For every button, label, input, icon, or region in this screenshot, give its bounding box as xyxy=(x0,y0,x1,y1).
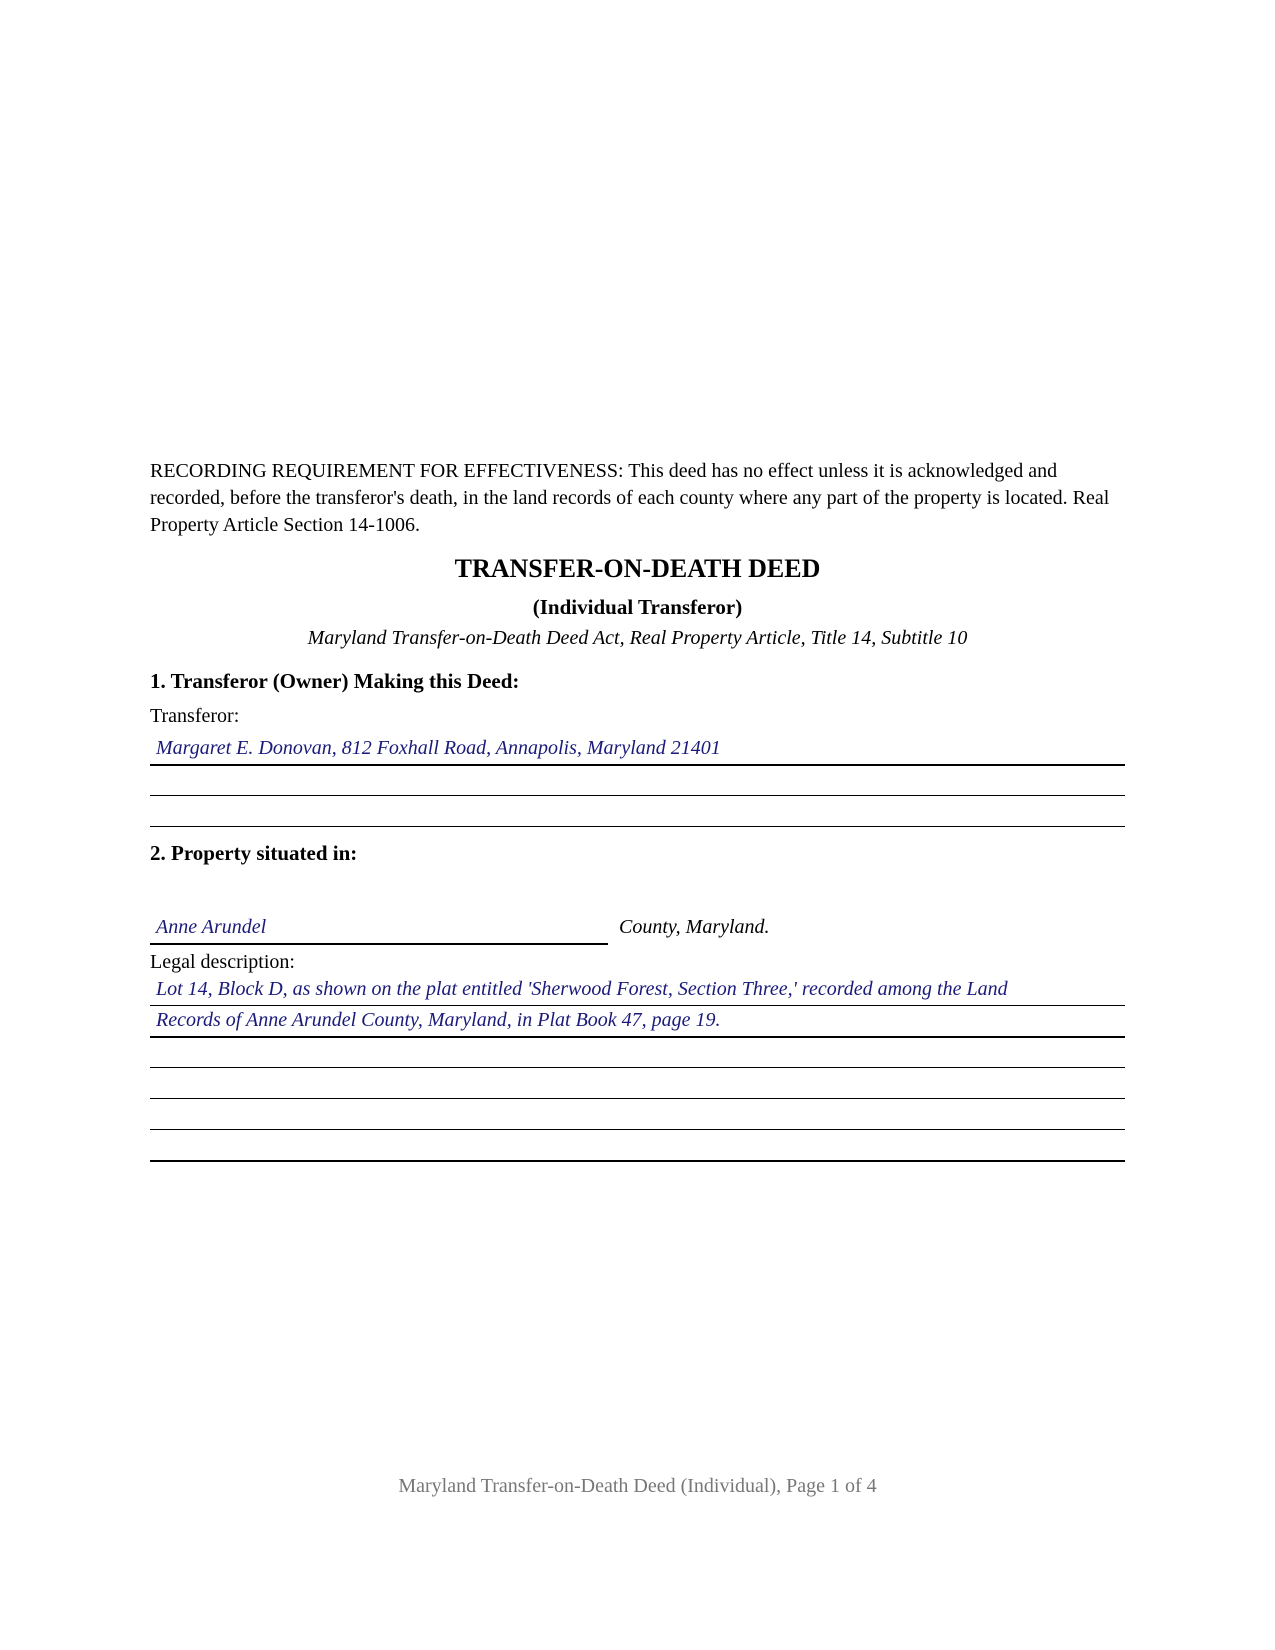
transferor-line-2[interactable] xyxy=(150,795,1125,796)
legal-line-6[interactable] xyxy=(150,1160,1125,1162)
transferor-line-1 xyxy=(150,764,1125,766)
transferor-label: Transferor: xyxy=(150,705,240,727)
statute-reference: Maryland Transfer-on-Death Deed Act, Real Property Article, Title 14, Subtitle 10 xyxy=(307,627,968,649)
county-field[interactable]: Anne Arundel xyxy=(150,913,608,945)
legal-description-label: Legal description: xyxy=(150,951,295,973)
recording-requirement-text: RECORDING REQUIREMENT FOR EFFECTIVENESS: This deed has no effect unless it is acknowledged and recorded, before the transferor's death, in the land records of each county where any part of the property is located. Real Property Article Section 14-1006. xyxy=(150,460,1110,536)
page-footer: Maryland Transfer-on-Death Deed (Individual), Page 1 of 4 xyxy=(398,1475,877,1497)
document-title: TRANSFER-ON-DEATH DEED xyxy=(454,554,821,583)
section-1-heading: 1. Transferor (Owner) Making this Deed: xyxy=(150,669,520,693)
transferor-field[interactable]: Margaret E. Donovan, 812 Foxhall Road, Annapolis, Maryland 21401 xyxy=(156,737,721,759)
section-2-heading: 2. Property situated in: xyxy=(150,841,358,865)
document-subtitle: (Individual Transferor) xyxy=(532,595,743,619)
county-suffix-text: County, Maryland. xyxy=(619,916,770,938)
legal-line-2 xyxy=(150,1036,1125,1038)
transferor-line-3[interactable] xyxy=(150,826,1125,827)
legal-description-line-2[interactable]: Records of Anne Arundel County, Maryland, in Plat Book 47, page 19. xyxy=(156,1009,721,1031)
legal-line-5[interactable] xyxy=(150,1129,1125,1130)
legal-line-3[interactable] xyxy=(150,1067,1125,1068)
legal-description-line-1[interactable]: Lot 14, Block D, as shown on the plat entitled 'Sherwood Forest, Section Three,' recorded among the Land xyxy=(156,978,1008,1000)
legal-line-4[interactable] xyxy=(150,1098,1125,1099)
